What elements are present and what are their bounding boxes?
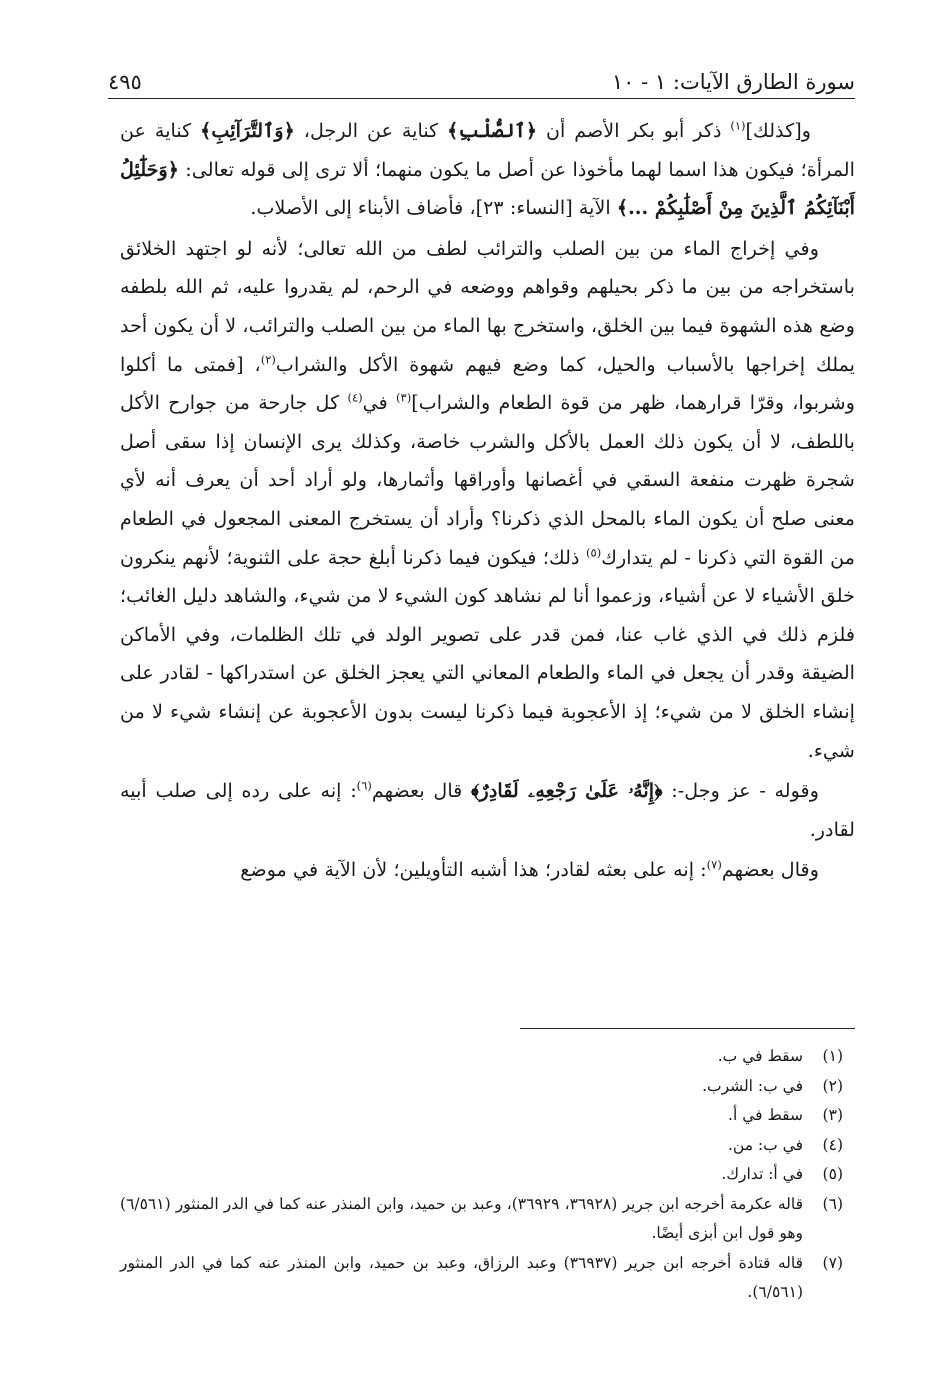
footnote-number: (٤) <box>822 1135 843 1154</box>
footnote-number: (٢) <box>822 1076 843 1095</box>
text-run: : إنه على بعثه لقادر؛ هذا أشبه التأويلين؛ لأن الآية في موضع <box>240 858 707 882</box>
running-header <box>108 58 855 94</box>
footnote-text: سقط في ب. <box>717 1047 803 1065</box>
footnote-item <box>120 1131 843 1161</box>
footnote-number: (٥) <box>822 1165 843 1183</box>
quran-quote: ﴿ٱلصُّلْبِ﴾ <box>447 119 538 142</box>
quran-quote: ﴿وَٱلتَّرَآئِبِ﴾ <box>200 119 295 142</box>
main-text <box>120 112 855 892</box>
text-run: ، [فمتى ما أكلوا وشربوا، وقرّا قرارهما، ظهر من قوة الطعام والشراب] <box>120 352 856 415</box>
text-run: في <box>362 391 397 415</box>
footnote-text: في ب: الشرب. <box>702 1076 803 1095</box>
footnote-number: (٧) <box>822 1253 843 1272</box>
footnote-item <box>120 1160 843 1190</box>
footnote-ref[interactable]: (٧) <box>706 857 722 872</box>
footnote-item <box>120 1042 843 1072</box>
footnote-item <box>120 1101 843 1131</box>
footnote-number: (١) <box>822 1047 843 1065</box>
quran-quote: ﴿وَحَلَٰٓئِلُ أَبْنَآئِكُمُ ٱلَّذِينَ مِنْ أَصْلَٰبِكُمْ ...﴾ <box>120 157 855 220</box>
text-run: : إنه على رده إلى صلب أبيه لقادر. <box>120 779 855 841</box>
text-run: وقوله - عز وجل-: <box>662 779 819 803</box>
footnote-ref[interactable]: (٣) <box>396 390 412 405</box>
footnotes <box>120 1042 843 1308</box>
footnote-item <box>120 1190 843 1249</box>
text-run: و[كذلك] <box>745 119 812 142</box>
footnote-text: قاله عكرمة أخرجه ابن جرير (٣٦٩٢٨، ٣٦٩٢٩)، وعبد بن حميد، وابن المنذر عنه كما في الدر المنثور (٦/٥٦١) وهو قول ابن أبزى أيضًا. <box>120 1194 803 1242</box>
footnote-number: (٦) <box>822 1194 843 1213</box>
footnote-ref[interactable]: (٦) <box>356 778 372 793</box>
footnote-item <box>120 1072 843 1102</box>
paragraph-2 <box>120 230 855 770</box>
paragraph-3 <box>120 772 855 849</box>
text-run: وفي إخراج الماء من بين الصلب والترائب لطف من الله تعالى؛ لأنه لو اجتهد الخلائق باستخراجه من بين ما ذكر بحيلهم وقواهم ووضعه في الرحم، لم يقدروا عليه، ثم الله بلطفه وضع هذه الشهوة فيما بين الخلق، واستخرج بها الماء من بين الصلب والترائب، لا أن يكون أحد يملك إخراجها بالأسباب والحيل، كما وضع فيهم شهوة الأكل والشراب <box>120 236 856 376</box>
text-run: وقال بعضهم <box>721 858 819 882</box>
footnote-ref[interactable]: (٥) <box>586 545 602 560</box>
footnote-number: (٣) <box>822 1106 843 1124</box>
text-run: قال بعضهم <box>371 779 472 803</box>
text-run: ذكر أبو بكر الأصم أن <box>537 119 731 142</box>
header-divider <box>108 98 855 99</box>
text-run: ذلك؛ فيكون فيما ذكرنا أبلغ حجة على الثنوية؛ لأنهم ينكرون خلق الأشياء لا عن أشياء، وزعموا أنا لم نشاهد كون الشيء لا من شيء، والشاهد دليل الغائب؛ فلزم ذلك في الذي غاب عنا، فمن قدر على تصوير الولد في تلك الظلمات، وفي الأماكن الضيقة وقدر أن يجعل في الماء والطعام المعاني التي يعجز الخلق عن استدراكها - لقادر على إنشاء الخلق لا من شيء؛ إذ الأعجوبة فيما ذكرنا ليست بدون الأعجوبة عن إنشاء شيء لا من شيء. <box>120 545 855 762</box>
footnote-divider <box>520 1028 855 1029</box>
footnote-text: قاله قتادة أخرجه ابن جرير (٣٦٩٣٧) وعبد الرزاق، وعبد بن حميد، وابن المنذر عنه كما في الدر المنثور (٦/٥٦١). <box>120 1253 803 1301</box>
footnote-ref[interactable]: (١) <box>730 118 746 133</box>
text-run: كل جارحة من جوارح الأكل باللطف، لا أن يكون ذلك العمل بالأكل والشرب خاصة، وكذلك يرى الإنسان إذا سقى أصل شجرة ظهرت منفعة السقي في أغصانها وأوراقها وأثمارها، ولو أراد أحد أن يعرف أنه لأي معنى صلح أن يكون الماء بالمحل الذي ذكرنا؟ وأراد أن يستخرج المعنى المجعول في الطعام من القوة التي ذكرنا - لم يتدارك <box>120 391 856 569</box>
quran-quote: ﴿إِنَّهُۥ عَلَىٰ رَجْعِهِۦ لَقَادِرٌ﴾ <box>471 779 663 803</box>
footnote-ref[interactable]: (٤) <box>347 390 363 405</box>
footnote-text: في أ: تدارك. <box>721 1165 803 1183</box>
footnote-ref[interactable]: (٢) <box>260 352 276 367</box>
running-title: سورة الطارق الآيات: ١ - ١٠ <box>611 70 855 94</box>
footnote-item <box>120 1249 843 1308</box>
page-number: ٤٩٥ <box>108 70 142 94</box>
footnote-text: في ب: من. <box>727 1135 803 1154</box>
footnote-text: سقط في أ. <box>728 1106 803 1124</box>
paragraph-4 <box>120 851 855 890</box>
text-run: الآية [النساء: ٢٣]، فأضاف الأبناء إلى الأصلاب. <box>250 196 617 220</box>
paragraph-1 <box>120 112 855 228</box>
text-run: كناية عن الرجل، <box>294 119 448 142</box>
text-run: كناية عن المرأة؛ فيكون هذا اسما لهما مأخوذا عن أصل ما يكون منهما؛ ألا ترى إلى قوله تعالى: <box>120 119 855 181</box>
